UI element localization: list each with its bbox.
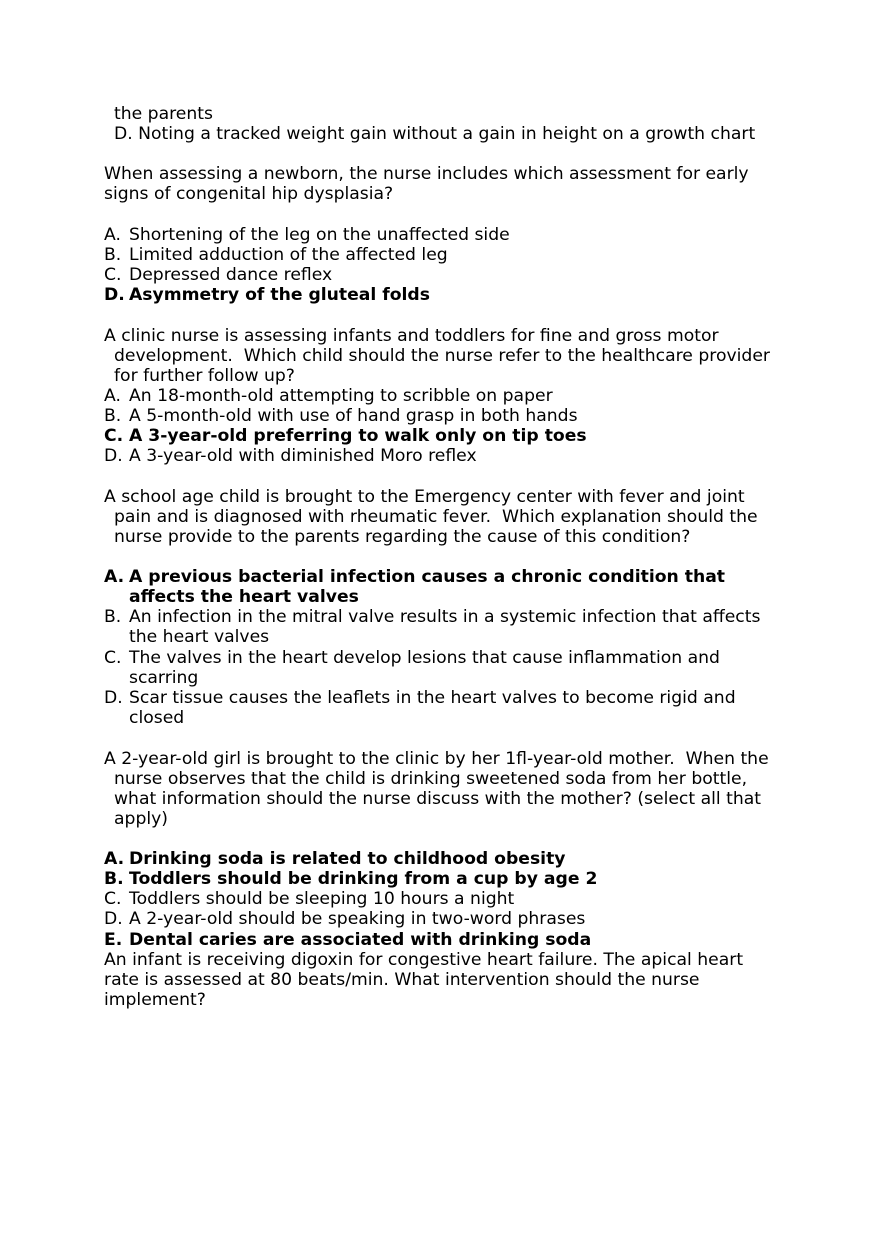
question-2-stem: development. Which child should the nurse refer to the healthcare provider	[114, 346, 770, 366]
question-5-stem: implement?	[104, 990, 206, 1010]
question-4-stem: what information should the nurse discuss with the mother? (select all that	[114, 789, 762, 809]
question-3-stem: pain and is diagnosed with rheumatic fever. Which explanation should the	[114, 507, 758, 527]
question-3-stem: A school age child is brought to the Emergency center with fever and joint	[104, 487, 745, 507]
question-4-option-c: C. Toddlers should be sleeping 10 hours a night	[104, 889, 515, 909]
question-5-stem: rate is assessed at 80 beats/min. What intervention should the nurse	[104, 970, 700, 990]
question-2-stem: for further follow up?	[114, 366, 295, 386]
question-4-stem: apply)	[114, 809, 169, 829]
question-4-option-e-answer: E. Dental caries are associated with drinking soda	[104, 930, 592, 950]
question-2-option-d: D. A 3-year-old with diminished Moro reflex	[104, 446, 477, 466]
question-2-option-c-answer: C. A 3-year-old preferring to walk only on tip toes	[104, 426, 587, 446]
question-3-option-b-continued: the heart valves	[129, 627, 270, 647]
question-4-option-d: D. A 2-year-old should be speaking in two-word phrases	[104, 909, 586, 929]
carryover-line: the parents	[114, 104, 213, 124]
question-3-option-d-continued: closed	[129, 708, 185, 728]
question-1-option-d-answer: D. Asymmetry of the gluteal folds	[104, 285, 430, 305]
question-1-option-b: B. Limited adduction of the affected leg	[104, 245, 448, 265]
question-4-stem: nurse observes that the child is drinking sweetened soda from her bottle,	[114, 769, 748, 789]
question-3-option-a-answer: A. A previous bacterial infection causes a chronic condition that	[104, 567, 726, 587]
question-3-stem: nurse provide to the parents regarding the cause of this condition?	[114, 527, 691, 547]
question-3-option-d: D. Scar tissue causes the leaflets in the heart valves to become rigid and	[104, 688, 736, 708]
question-3-option-a-continued: affects the heart valves	[129, 587, 359, 607]
question-1-stem: signs of congenital hip dysplasia?	[104, 184, 394, 204]
question-1-option-c: C. Depressed dance reflex	[104, 265, 333, 285]
question-4-stem: A 2-year-old girl is brought to the clinic by her 1fl-year-old mother. When the	[104, 749, 769, 769]
question-2-option-a: A. An 18-month-old attempting to scribble on paper	[104, 386, 553, 406]
question-3-option-c: C. The valves in the heart develop lesions that cause inflammation and	[104, 648, 720, 668]
question-4-option-b-answer: B. Toddlers should be drinking from a cup by age 2	[104, 869, 598, 889]
question-5-stem: An infant is receiving digoxin for congestive heart failure. The apical heart	[104, 950, 744, 970]
question-1-option-a: A. Shortening of the leg on the unaffected side	[104, 225, 510, 245]
question-1-stem: When assessing a newborn, the nurse includes which assessment for early	[104, 164, 749, 184]
question-2-stem: A clinic nurse is assessing infants and toddlers for fine and gross motor	[104, 326, 719, 346]
question-3-option-c-continued: scarring	[129, 668, 199, 688]
question-4-option-a-answer: A. Drinking soda is related to childhood obesity	[104, 849, 566, 869]
question-2-option-b: B. A 5-month-old with use of hand grasp in both hands	[104, 406, 578, 426]
carryover-option-d: D. Noting a tracked weight gain without a gain in height on a growth chart	[114, 124, 756, 144]
question-3-option-b: B. An infection in the mitral valve results in a systemic infection that affects	[104, 607, 761, 627]
